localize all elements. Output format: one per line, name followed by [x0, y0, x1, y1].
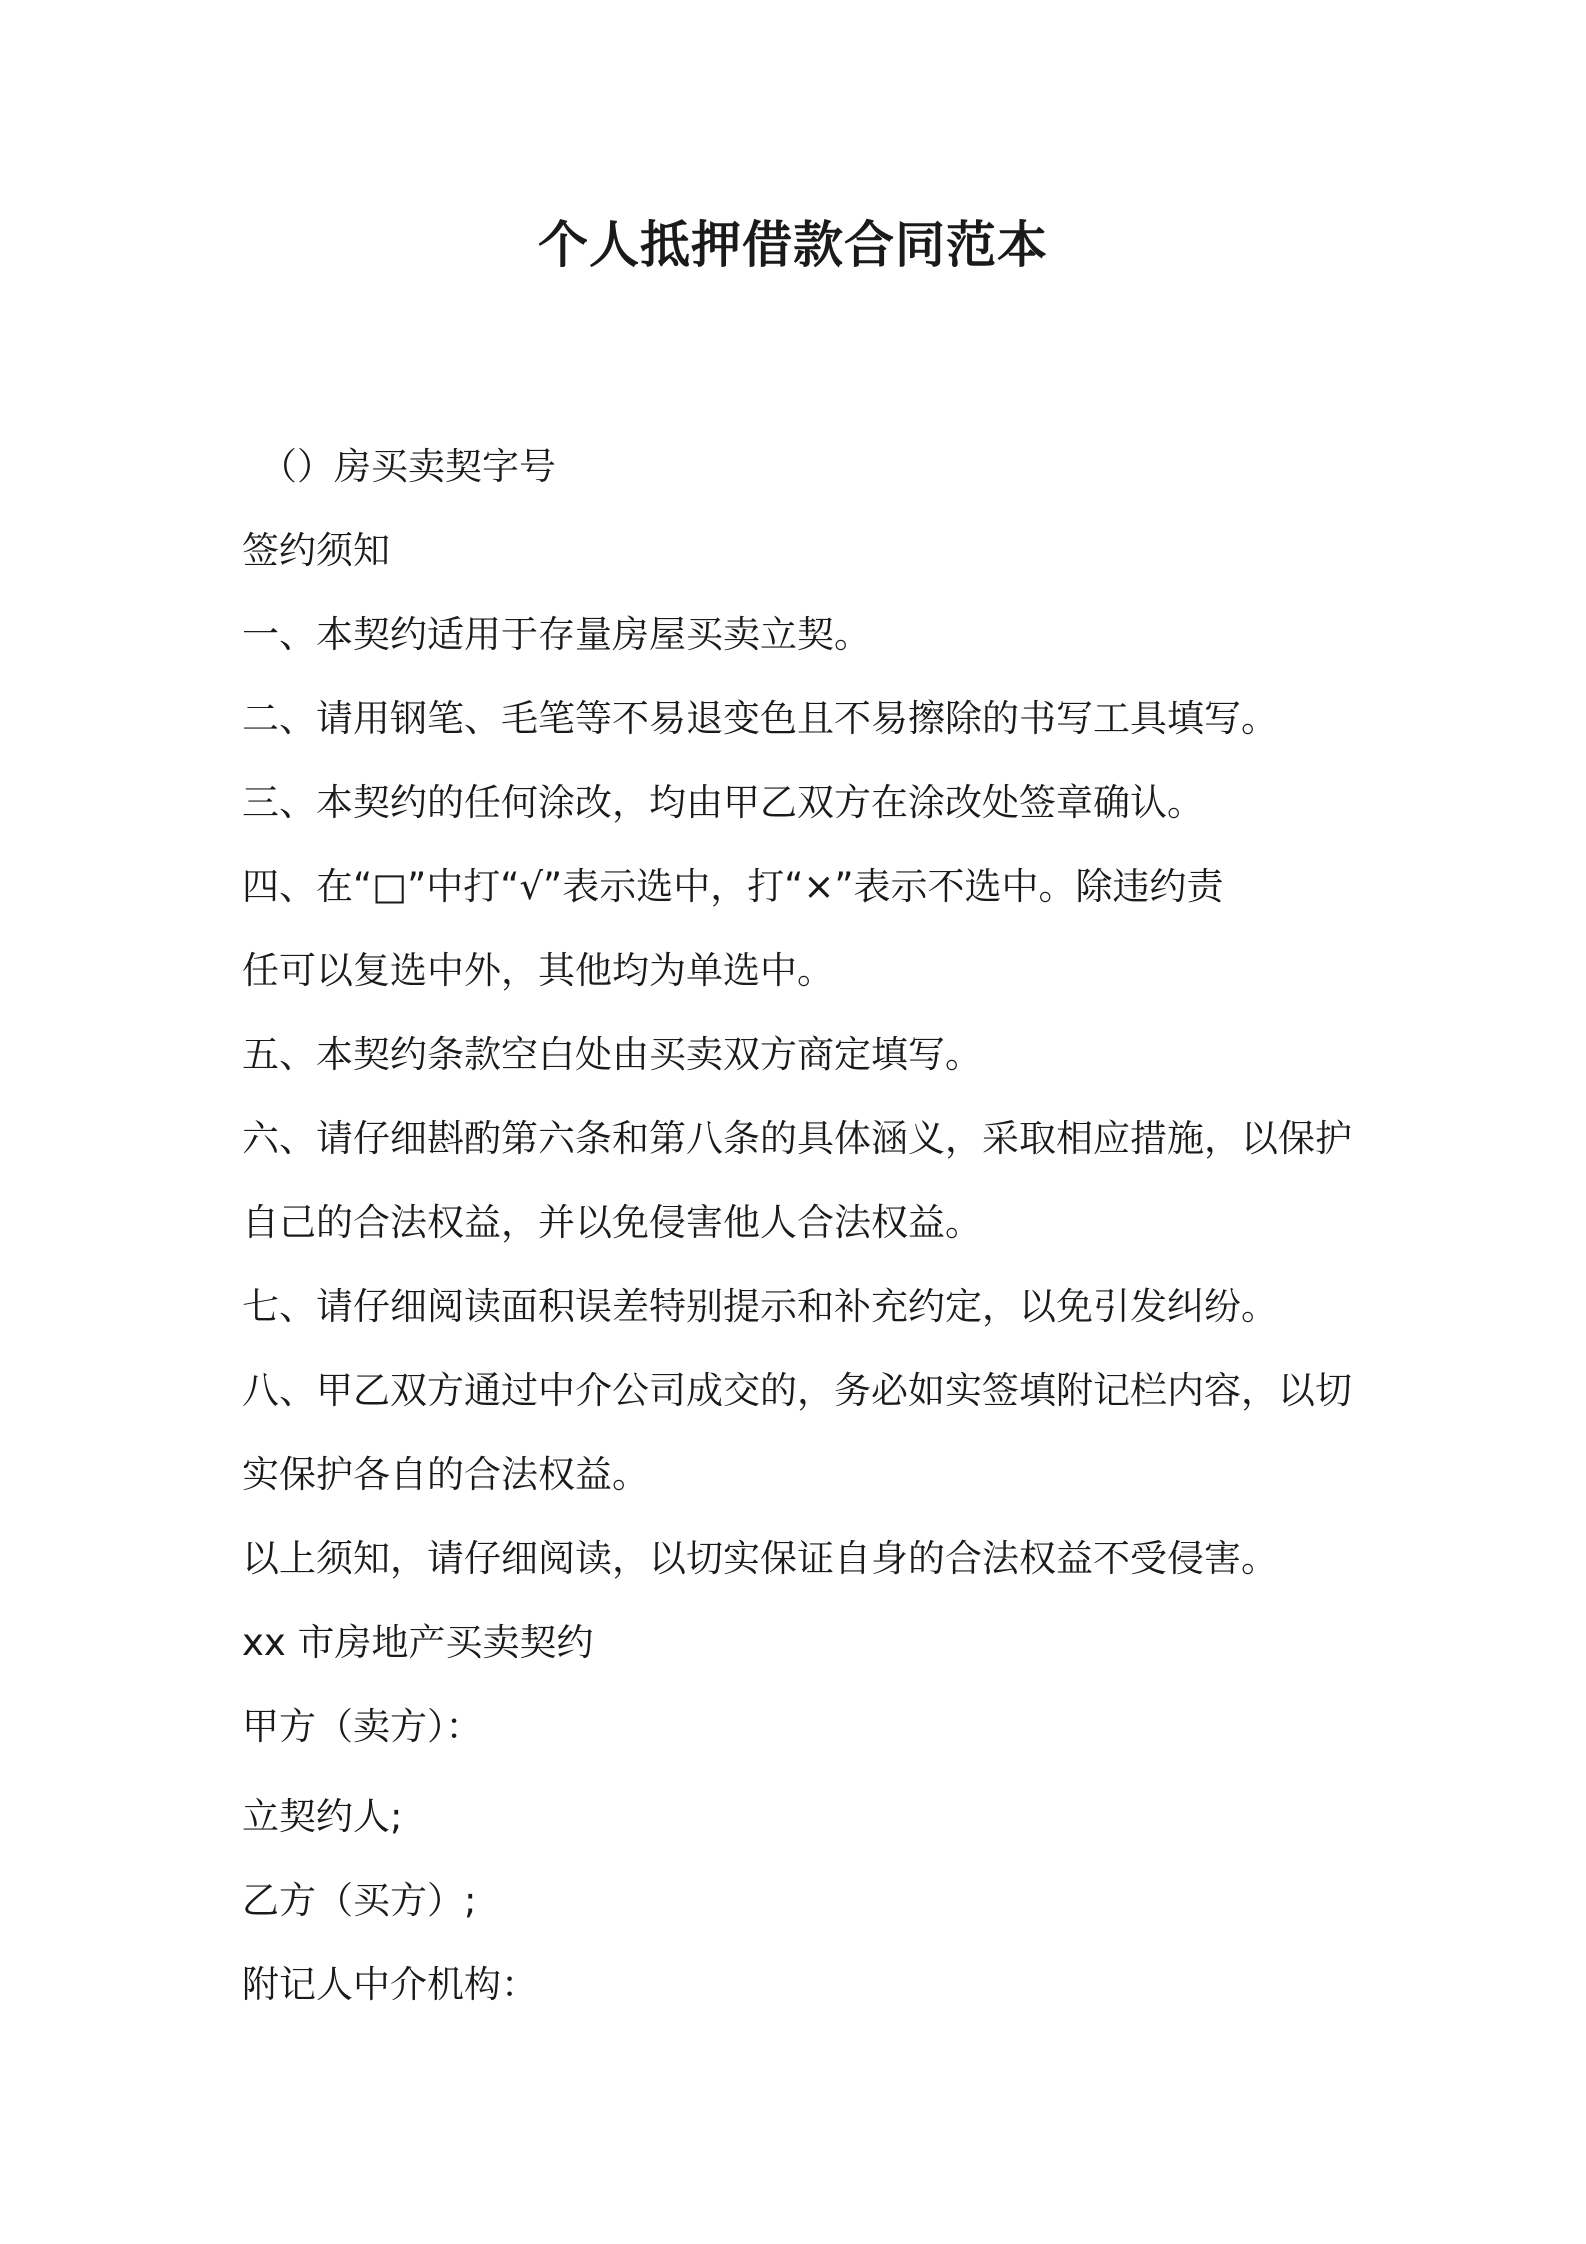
notice-heading: 签约须知	[242, 529, 390, 572]
notice-item: 以上须知，请仔细阅读，以切实保证自身的合法权益不受侵害。	[242, 1537, 1278, 1580]
party-b-label: 乙方（买方）;	[242, 1879, 477, 1922]
contract-name: xx 市房地产买卖契约	[242, 1621, 594, 1664]
notice-item: 实保护各自的合法权益。	[242, 1453, 649, 1496]
contract-number: （）房买卖契字号	[260, 445, 556, 488]
notice-item: 一、本契约适用于存量房屋买卖立契。	[242, 613, 871, 656]
notice-item: 六、请仔细斟酌第六条和第八条的具体涵义，采取相应措施，以保护	[242, 1117, 1352, 1160]
notice-item: 五、本契约条款空白处由买卖双方商定填写。	[242, 1033, 982, 1076]
party-a-label: 甲方（卖方）：	[242, 1705, 483, 1748]
agency-label: 附记人中介机构：	[242, 1963, 538, 2006]
notice-item: 二、请用钢笔、毛笔等不易退变色且不易擦除的书写工具填写。	[242, 697, 1278, 740]
notice-item: 自己的合法权益，并以免侵害他人合法权益。	[242, 1201, 982, 1244]
document-title: 个人抵押借款合同范本	[538, 216, 1048, 274]
notice-item: 任可以复选中外，其他均为单选中。	[242, 949, 834, 992]
notice-item: 三、本契约的任何涂改，均由甲乙双方在涂改处签章确认。	[242, 781, 1204, 824]
notice-item: 八、甲乙双方通过中介公司成交的，务必如实签填附记栏内容，以切	[242, 1369, 1352, 1412]
signer-label: 立契约人;	[242, 1795, 403, 1838]
notice-item: 四、在“□”中打“√”表示选中，打“×”表示不选中。除违约责	[242, 865, 1224, 908]
document-body	[242, 446, 1362, 2006]
notice-item: 七、请仔细阅读面积误差特别提示和补充约定，以免引发纠纷。	[242, 1285, 1278, 1328]
